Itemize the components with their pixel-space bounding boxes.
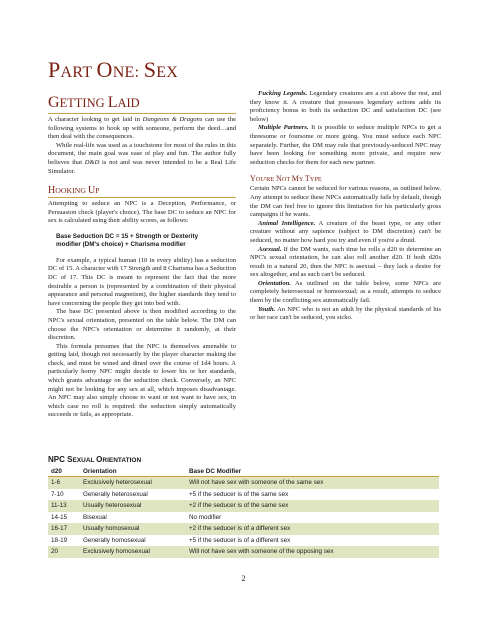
disclaimer-paragraph: While real-life was used as a touchstone for most of the rules in this document, the main goal was ease of play and fun. The author fully believes that D&D is not and was never intended to be a Real Life Simulator.: [48, 141, 236, 175]
orientation-intro-paragraph: The base DC presented above is then modified according to the NPC's sexual orientation, presented on the table below. The DM can choose the NPC's orientation or determine it randomly, at their discretion.: [48, 308, 236, 342]
page-number: 2: [241, 574, 246, 583]
column-header-d20: d20: [48, 466, 80, 477]
cell-orientation: Usually heterosexual: [80, 500, 186, 512]
cell-orientation: Exclusively heterosexual: [80, 477, 186, 489]
cell-orientation: Bisexual: [83, 513, 107, 521]
part-title: PART ONE: SEX: [48, 57, 179, 82]
sexual-orientation-table: [48, 466, 439, 558]
example-paragraph: For example, a typical human (10 in every ability) has a seduction DC of 15. A character with 17 Strength and 8 Charisma has a Seduction DC of 17. This DC is meant to represent the fact that the more desirable a person is (represented by a combination of their physical appearance and personal magnetism), the higher standards they tend to have concerning the people they get into bed with.: [48, 256, 237, 307]
multiple-partners-paragraph: Multiple Partners. It is possible to seduce multiple NPCs to get a threesome or foursome or more going. You must seduce each NPC separately. Further, the DM may rule that previously-seduced NPC may have been looking for something more private, and require new seduction checks for them for each new partner.: [250, 124, 441, 166]
table-row: [48, 512, 439, 524]
column-header-orientation: Orientation: [80, 466, 186, 477]
table-row: [48, 489, 439, 501]
section-heading-not-my-type: YOU'RE NOT MY TYPE: [250, 174, 322, 184]
cell-modifier: +2 if the seducer is of a different sex: [186, 523, 439, 535]
hooking-up-paragraph: Attempting to seduce an NPC is a Deception, Performance, or Persuasion check (player's choice). The base DC to seduce an NPC for sex is calculated using their ability scores, as follows:: [48, 200, 236, 225]
cell-modifier: +2 if the seducer is of the same sex: [186, 500, 439, 512]
table-row: [48, 546, 439, 558]
cell-d20: 20: [48, 546, 80, 558]
section-heading-hooking-up: HOOKING UP: [48, 185, 236, 198]
cell-d20: 1-6: [48, 477, 80, 489]
cell-d20: 18-19: [51, 536, 68, 544]
legends-paragraph: Fucking Legends. Legendary creatures are a cut above the rest, and they know it. A creature that possesses legendary actions adds its proficiency bonus to both its seduction DC and satisfaction DC (see below): [250, 90, 441, 123]
cell-orientation: Generally heterosexual: [83, 490, 148, 498]
section-heading-getting-laid: GETTING LAID: [48, 94, 236, 114]
formula-line-2: modifier (DM's choice) + Charisma modifier: [56, 241, 186, 249]
table-title: NPC SEXUAL ORIENTATION: [48, 455, 142, 464]
asexual-paragraph: Asexual. If the DM wants, each time he rolls a d20 to determine an NPC's sexual orientation, he can also roll another d20. If both d20s result in a natural 20, then the NPC is asexual – they lack a desire for sex altogether, and as such can't be seduced.: [250, 245, 441, 279]
intro-paragraph: A character looking to get laid in Dungeons & Dragons can use the following systems to hook up with someone, perform the deed…and then deal with the consequences.: [48, 116, 236, 141]
not-my-type-paragraph: Certain NPCs cannot be seduced for various reasons, as outlined below. Any attempt to seduce these NPCs automatically fails by default, though the DM can feel free to ignore this limitation for his particularly gross campaigns if he wants.: [250, 185, 441, 219]
table-row: [48, 523, 439, 535]
cell-modifier: +5 if the seducer is of the same sex: [189, 490, 289, 498]
table-row: [48, 477, 439, 489]
seduction-dc-formula: [56, 233, 236, 250]
left-column: [48, 94, 236, 420]
right-column: [250, 90, 441, 323]
cell-modifier: Will not have sex with someone of the same sex: [186, 477, 439, 489]
formula-line-1: Base Seduction DC = 15 + Strength or Dexterity: [56, 232, 199, 240]
youth-paragraph: Youth. An NPC who is not an adult by the physical standards of his or her race can't be seduced, you sicko.: [250, 305, 441, 322]
cell-d20: 14-15: [51, 513, 68, 521]
cell-orientation: Usually homosexual: [80, 523, 186, 535]
cell-d20: 11-13: [48, 500, 80, 512]
table-row: [48, 500, 439, 512]
cell-modifier: +5 if the seducer is of a different sex: [189, 536, 291, 544]
animal-intelligence-paragraph: Animal Intelligence. A creature of the beast type, or any other creature without any sapience (subject to DM discretion) can't be seduced, no matter how hard you try and even if you're a druid.: [250, 219, 441, 244]
column-header-modifier: Base DC Modifier: [186, 466, 439, 477]
cell-orientation: Generally homosexual: [83, 536, 146, 544]
table-header-row: [48, 466, 439, 477]
cell-d20: 16-17: [48, 523, 80, 535]
cell-modifier: Will not have sex with someone of the opposing sex: [186, 546, 439, 558]
cell-modifier: No modifier: [189, 513, 222, 521]
cell-orientation: Exclusively homosexual: [80, 546, 186, 558]
orientation-paragraph: Orientation. As outlined on the table below, some NPCs are completely heterosexual or homosexual; as a result, attempts to seduce them by the conflicting sex automatically fail.: [250, 279, 441, 305]
table-row: [48, 535, 439, 547]
cell-d20: 7-10: [51, 490, 64, 498]
formula-notes-paragraph: This formula presumes that the NPC is themselves amenable to getting laid, though not necessarily by the player character making the check, and must be wined and dined over the course of 1d4 hours. A particularly horny NPC might decide to lower his or her standards, which grants advantage on the seduction check. Conversely, an NPC might not be looking for any sex at all, which imposes disadvantage. An NPC may also simply choose to want or not want to have sex, in which case no roll is required: the seduction simply automatically succeeds or fails, as appropriate.: [48, 342, 236, 419]
